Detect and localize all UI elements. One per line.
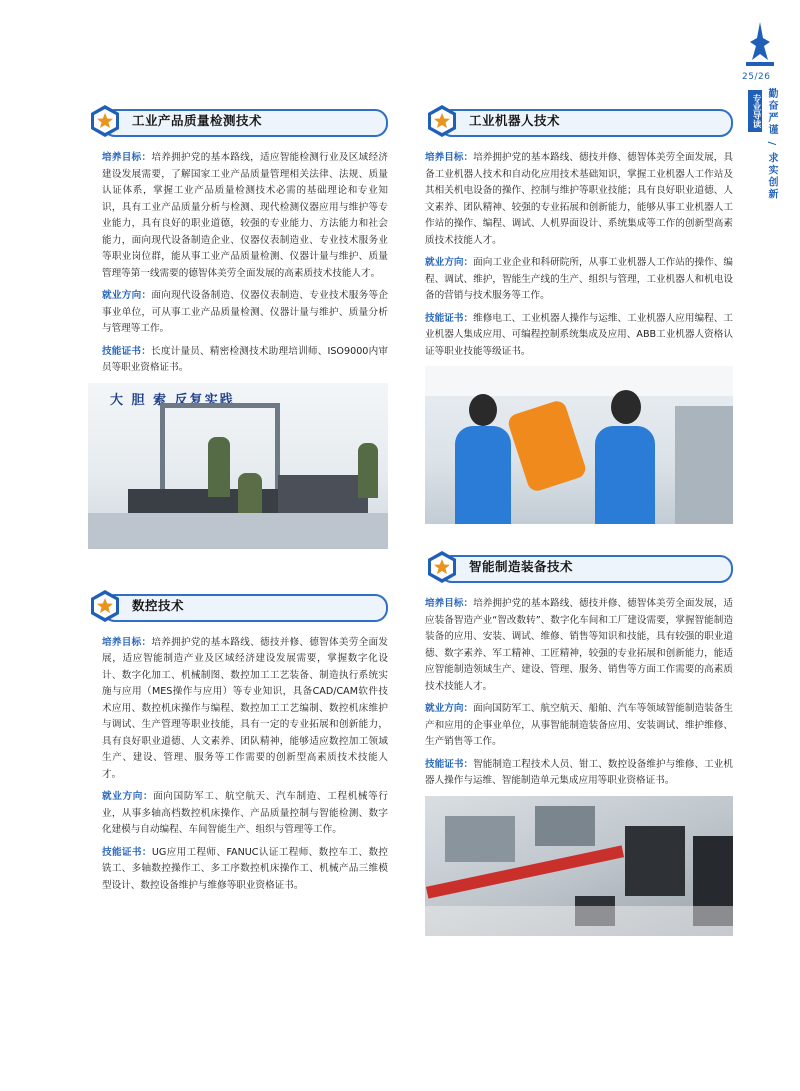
lab-photo-robot [425, 366, 733, 524]
section-title: 工业机器人技术 [469, 113, 561, 128]
section-header-cnc [88, 589, 388, 623]
lab-photo-smart-manufacturing [425, 796, 733, 936]
training-goal: 培养目标：培养拥护党的基本路线、德技并修、德智体美劳全面发展，适应装备智造产业“智改数转”、数字化车间和工厂建设需要，掌握智能制造装备的应用、安装、调试、维修、销售等知识和技能，具有较强的职业道德、数字素养、军工精神、工匠精神，较强的专业拓展和创新能力，能适应智能制造领域生产、建设、管理、服务、销售等方面工作需要的高素质技术技能人才。 [425, 598, 734, 692]
star-badge-icon [425, 550, 459, 584]
star-badge-icon [88, 589, 122, 623]
section-header-quality [88, 104, 388, 138]
training-goal: 培养目标：培养拥护党的基本路线，适应智能检测行业及区域经济建设发展需要，了解国家工业产品质量管理相关法律、法规、质量认证体系，掌握工业产品质量检测技术必需的基础理论和专业知识，具有工业产品质量分析与检测、现代检测仪器应用与维护等专业能力，具有良好的职业道德，较强的专业能力、方法能力和社会能力，面向现代设备制造企业、仪器仪表制造业、专业技术服务业等职业岗位群，能从事工业产品质量检测、仪器计量与维护、质量管理等第一线需要的德智体美劳全面发展的高素质技术技能人才。 [102, 152, 389, 279]
employment-direction: 就业方向：面向工业企业和科研院所，从事工业机器人工作站的操作、编程、调试、维护，智能生产线的生产、组织与管理，工业机器人和机电设备的营销与技术服务等工作。 [425, 257, 734, 301]
section-title: 智能制造装备技术 [469, 559, 574, 574]
section-title: 数控技术 [132, 597, 185, 613]
school-logo-icon [740, 20, 780, 68]
section-header-robot [425, 104, 733, 138]
page-number: 25/26 [742, 72, 771, 82]
training-goal: 培养目标：培养拥护党的基本路线、德技并修、德智体美劳全面发展，适应智能制造产业及区域经济建设发展需要，掌握数字化设计、数字化加工、机械制图、数控加工工艺装备、制造执行系统实施与应用（MES操作与应用）等专业知识，具备CAD/CAM软件技术应用、数控机床操作与编程、数控加工工艺编制、数控机床维护与调试、生产管理等职业技能，具有一定的专业拓展和创新能力，具有良好职业道德、人文素养、团队精神，能够适应数控加工领域生产、建设、管理、服务等工作需要的创新型高素质技术技能人才。 [102, 636, 389, 780]
employment-direction: 就业方向：面向国防军工、航空航天、汽车制造、工程机械等行业，从事多轴高档数控机床操作、产品质量控制与智能检测、数字化建模与自动编程、车间智能生产、组织与管理等工作。 [102, 791, 389, 835]
employment-direction: 就业方向：面向现代设备制造、仪器仪表制造、专业技术服务等企事业单位，可从事工业产品质量检测、仪器计量与维护、质量分析与管理等工作。 [102, 290, 389, 334]
lab-photo-quality [88, 383, 388, 549]
section-title: 工业产品质量检测技术 [132, 113, 263, 128]
skill-certificates: 技能证书：长度计量员、精密检测技术助理培训师、ISO9000内审员等职业资格证书。 [102, 345, 389, 373]
skill-certificates: 技能证书：智能制造工程技术人员、钳工、数控设备维护与维修、工业机器人操作与运维、智能制造单元集成应用等职业资格证书。 [425, 758, 734, 786]
photo-banner-text: 大 胆 索 反复实践 [110, 392, 235, 408]
star-badge-icon [425, 104, 459, 138]
school-motto: 勤奋严谨 / 求实创新 [766, 88, 777, 201]
skill-certificates: 技能证书：UG应用工程师、FANUC认证工程师、数控车工、数控铣工、多轴数控操作工、多工序数控机床操作工、机械产品三维模型设计、数控设备维护与维修等职业资格证书。 [102, 846, 388, 891]
right-column [425, 104, 733, 936]
section-header-smart [425, 550, 733, 584]
training-goal: 培养目标：培养拥护党的基本路线、德技并修、德智体美劳全面发展，具备工业机器人技术和自动化应用技术基础知识，掌握工业机器人工作站及其相关机电设备的操作、控制与维护等职业技能；具有良好职业道德、人文素养、团队精神、较强的专业拓展和创新能力，能够从事工业机器人工作站的操作、编程、调试、人机界面设计、系统集成等工作的创新型高素质技术技能人才。 [425, 152, 734, 246]
left-column [88, 104, 388, 900]
employment-direction: 就业方向：面向国防军工、航空航天、船舶、汽车等领域智能制造装备生产和应用的企事业单位，从事智能制造装备应用、安装调试、维护维修、生产销售等工作。 [425, 703, 734, 747]
skill-certificates: 技能证书：维修电工、工业机器人操作与运维、工业机器人应用编程、工业机器人集成应用、可编程控制系统集成及应用、ABB工业机器人资格认证等职业技能等级证书。 [425, 312, 734, 357]
star-badge-icon [88, 104, 122, 138]
section-tag: 专业导读 [748, 90, 762, 132]
